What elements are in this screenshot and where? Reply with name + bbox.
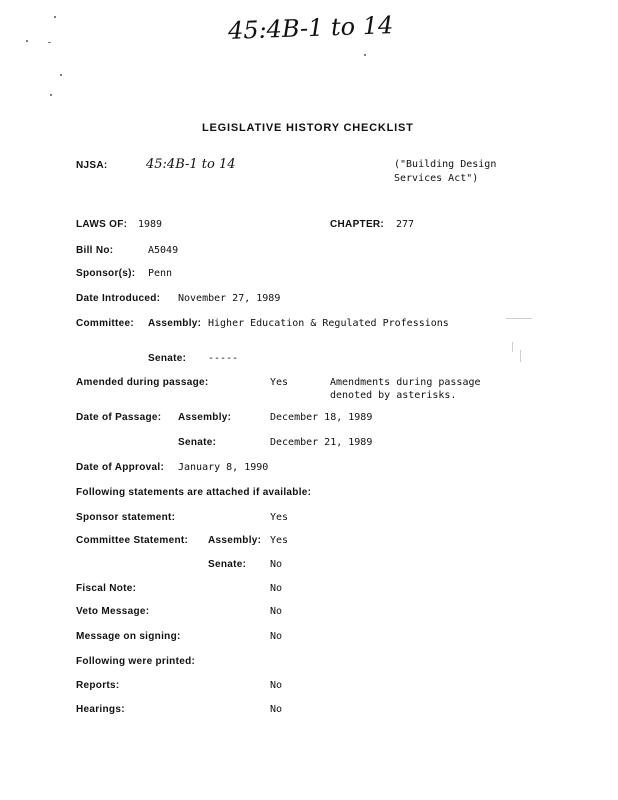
njsa-label: NJSA:	[76, 160, 108, 171]
amended-note-line2: denoted by asterisks.	[330, 390, 457, 401]
committee-assembly-value: Higher Education & Regulated Professions	[208, 318, 449, 329]
sponsors-value: Penn	[148, 268, 173, 279]
date-of-passage-label: Date of Passage:	[76, 412, 162, 423]
laws-of-value: 1989	[138, 219, 163, 230]
committee-statement-assembly-value: Yes	[270, 535, 289, 546]
passage-assembly-label: Assembly:	[178, 412, 232, 423]
printed-heading: Following were printed:	[76, 656, 196, 667]
scan-speck	[48, 42, 51, 43]
handwritten-citation: 45:4B-1 to 14	[227, 11, 394, 45]
scan-mark	[520, 350, 521, 362]
scan-speck	[364, 54, 366, 56]
scan-speck	[60, 74, 62, 76]
date-of-approval-value: January 8, 1990	[178, 462, 269, 473]
sponsor-statement-value: Yes	[270, 512, 289, 523]
scan-speck	[54, 16, 56, 18]
statements-heading: Following statements are attached if available:	[76, 487, 312, 498]
amended-note-line1: Amendments during passage	[330, 377, 481, 388]
act-name-line1: ("Building Design	[394, 159, 497, 170]
message-on-signing-label: Message on signing:	[76, 631, 181, 642]
veto-message-value: No	[270, 606, 283, 617]
passage-assembly-value: December 18, 1989	[270, 412, 373, 423]
act-name-line2: Services Act")	[394, 173, 479, 184]
date-of-approval-label: Date of Approval:	[76, 462, 165, 473]
bill-no-label: Bill No:	[76, 245, 114, 256]
scan-mark	[506, 318, 532, 319]
reports-label: Reports:	[76, 680, 120, 691]
hearings-label: Hearings:	[76, 704, 125, 715]
passage-senate-value: December 21, 1989	[270, 437, 373, 448]
committee-senate-label: Senate:	[148, 353, 187, 364]
sponsors-label: Sponsor(s):	[76, 268, 136, 279]
fiscal-note-label: Fiscal Note:	[76, 583, 137, 594]
passage-senate-label: Senate:	[178, 437, 217, 448]
scan-speck	[26, 40, 28, 42]
amended-label: Amended during passage:	[76, 377, 209, 388]
date-introduced-value: November 27, 1989	[178, 293, 281, 304]
message-on-signing-value: No	[270, 631, 283, 642]
fiscal-note-value: No	[270, 583, 283, 594]
veto-message-label: Veto Message:	[76, 606, 150, 617]
page-title: LEGISLATIVE HISTORY CHECKLIST	[202, 122, 414, 134]
reports-value: No	[270, 680, 283, 691]
bill-no-value: A5049	[148, 245, 179, 256]
committee-senate-value: -----	[208, 353, 239, 364]
committee-statement-assembly-label: Assembly:	[208, 535, 262, 546]
committee-assembly-label: Assembly:	[148, 318, 202, 329]
committee-statement-senate-label: Senate:	[208, 559, 247, 570]
sponsor-statement-label: Sponsor statement:	[76, 512, 176, 523]
laws-of-label: LAWS OF:	[76, 219, 128, 230]
amended-value: Yes	[270, 377, 289, 388]
njsa-value: 45:4B-1 to 14	[146, 157, 236, 172]
chapter-label: CHAPTER:	[330, 219, 385, 230]
committee-statement-senate-value: No	[270, 559, 283, 570]
committee-label: Committee:	[76, 318, 135, 329]
hearings-value: No	[270, 704, 283, 715]
date-introduced-label: Date Introduced:	[76, 293, 161, 304]
chapter-value: 277	[396, 219, 415, 230]
scan-speck	[50, 94, 52, 96]
scan-mark	[512, 342, 513, 352]
committee-statement-label: Committee Statement:	[76, 535, 189, 546]
